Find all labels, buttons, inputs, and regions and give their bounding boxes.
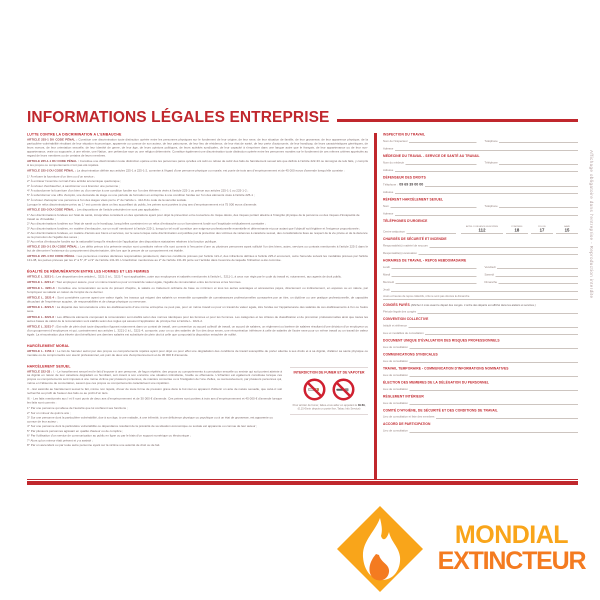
field-row: [383, 359, 578, 363]
form-field: [383, 160, 477, 164]
list-item: 1° Aux discriminations fondées sur l'état de santé, lorsqu'elles consistent en des opérations ayant pour objet la prévention et la couverture du risque décès, des risques portant atteinte à l'intégrité physique de la personne ou des risques d'incapacité de travail ou d'invalidité ;: [27, 214, 360, 221]
section-heading: ÉLECTION DES MEMBRES DE LA DÉLÉGATION DU PERSONNEL: [383, 380, 489, 385]
field-line: [395, 280, 476, 284]
form-section: [383, 409, 578, 419]
field-label: Téléphone: [484, 139, 498, 143]
paragraph: ARTICLE 225-2 DU CODE PÉNAL : La discrimination définie aux articles 225-1 à 225-1-2, commise à l'égard d'une personne physique ou morale, est punie de trois ans d'emprisonnement et de 45 000 euros d'amende lorsqu'elle consiste :: [27, 169, 345, 173]
field-note: Jours et heures de repos collectifs, s'ils ne sont pas donnés le dimanche: [383, 295, 578, 300]
left-section: [27, 344, 368, 357]
article-lead: ARTICLE 225-3 DU CODE PÉNAL :: [27, 208, 77, 212]
emergency-number: [506, 225, 528, 233]
list-item: 4° Sur une personne dont la particulière vulnérabilité ou dépendance résultant de la précarité de sa situation économique ou sociale est apparente ou connue de leur auteur ;: [27, 425, 258, 429]
section-heading: COMITÉ D'HYGIÈNE, DE SÉCURITÉ ET DES CONDITIONS DE TRAVAIL: [383, 408, 498, 413]
field-label: Responsable(s) évacuation: [383, 252, 417, 256]
section-heading: ÉGALITÉ DE RÉMUNÉRATION ENTRE LES HOMMES ET LES FEMMES: [27, 269, 150, 274]
section-heading: HARCÈLEMENT MORAL: [27, 344, 70, 348]
no-smoking-icon: [303, 377, 327, 401]
field-row: [383, 373, 578, 377]
section-heading: RÈGLEMENT INTÉRIEUR: [383, 394, 424, 399]
emergency-row: [383, 225, 578, 233]
form-section: [383, 381, 578, 391]
field-row: [383, 280, 578, 284]
right-column-inner: [383, 133, 578, 433]
field-label: Nom du médecin: [383, 161, 405, 165]
smoking-box-heading: INTERDICTION DE FUMER ET DE VAPOTER: [293, 370, 365, 375]
form-section: [383, 395, 578, 405]
paragraph: ARTICLE L. 1152-1 : Le fait de harceler autrui par des propos ou comportements répétés ayant pour objet ou pour effet une dégradation des conditions de travail susceptible de porter atteinte à ses droits et à sa dignité, d'altérer sa santé physique ou mentale ou de compromettre son avenir professionnel, est puni de deux ans d'emprisonnement et de 30 000 € d'amende.: [27, 349, 368, 357]
article-lead: ARTICLE L. 3221-5 :: [27, 306, 57, 310]
edge-note: Affichage obligatoire dans l'entreprise - Reproduction interdite: [589, 150, 594, 299]
brand-name: [433, 520, 590, 575]
form-field: [383, 190, 578, 194]
section-heading: CONVENTION COLLECTIVE: [383, 317, 429, 322]
list-item: 1° Par une personne qui abuse de l'autorité que lui confèrent ses fonctions ;: [27, 407, 128, 411]
form-field: [383, 251, 578, 255]
emergency-value: 15: [564, 227, 570, 233]
section-heading: TÉLÉPHONES D'URGENCE: [383, 219, 428, 223]
emergency-value: 112: [478, 227, 486, 233]
field-label: Lieu de consultation: [383, 345, 408, 349]
form-section: [383, 259, 578, 299]
list-item: Lorsque le refus discriminatoire prévu au 1° est commis dans un lieu accueillant du public, les peines sont portées à cinq ans d'emprisonnement et à 75 000 euros d'amende.: [27, 203, 258, 207]
list-item: 2° Aux discriminations fondées sur l'état de santé ou le handicap, lorsqu'elles consistent en un refus d'embauche ou un licenciement fondé sur l'inaptitude médicalement constatée ;: [27, 222, 266, 226]
list-item: 1° À refuser la fourniture d'un bien ou d'un service ;: [27, 175, 96, 179]
section-heading: COMMUNICATIONS SYNDICALES: [383, 352, 438, 357]
field-line: [409, 401, 578, 405]
list-item: 3° Sur une personne dont la particulière vulnérabilité, due à son âge, à une maladie, à une infirmité, à une déficience physique ou psychique ou à un état de grossesse, est apparente ou connue de leur auteur ;: [27, 416, 273, 424]
form-field: [485, 265, 579, 269]
list-item: 4° Aux discriminations fondées, en matière d'accès aux biens et services, sur le sexe lorsque cette discrimination est justifiée par la protection des victimes de violences à caractère sexuel, des considérations liées au respect de la vie privée et de la décence ou la promotion de l'égalité des sexes ;: [27, 232, 368, 240]
field-label: Adresse: [383, 190, 394, 194]
emergency-value: 17: [539, 227, 545, 233]
list-item: 3° Aux discriminations fondées, en matière d'embauche, sur un motif mentionné à l'article 225-1, lorsqu'un tel motif constitue une exigence professionnelle essentielle et déterminante et pour autant que l'objectif soit légitime et l'exigence proportionnée ;: [27, 227, 361, 231]
field-row: [383, 429, 578, 433]
section-heading: DÉFENSEUR DES DROITS: [383, 175, 426, 180]
list-item: 6° À refuser d'accepter une personne à l'un des stages visés par le 2° de l'article L. 412-8 du code de la sécurité sociale.: [27, 198, 187, 202]
bottom-rule: [27, 479, 578, 485]
field-row: [383, 310, 578, 314]
field-line: [392, 273, 477, 277]
field-row: [383, 182, 578, 187]
field-row: [383, 211, 578, 215]
right-column: [383, 133, 578, 479]
field-label: Lieu de consultation et liste des membres: [383, 415, 435, 419]
field-label: Adresse: [383, 168, 394, 172]
section-heading: CONGÉS PAYÉS (Afficher 2 mois avant le départ des congés. L'ordre des départs est affiché dans les ateliers et services.): [383, 303, 536, 308]
field-label: Lieu de consultation: [383, 387, 408, 391]
paragraph: ARTICLE 225-3 DU CODE PÉNAL : Les dispositions de l'article précédent ne sont pas applicables :: [27, 208, 161, 212]
field-line: [391, 265, 476, 269]
emergency-number: [531, 225, 553, 233]
field-line: [406, 230, 456, 234]
brand-logo: [336, 501, 590, 596]
field-label: Lieu de consultation: [383, 359, 408, 363]
field-label: Adresse: [383, 212, 394, 216]
field-row: [383, 168, 578, 172]
form-section: [383, 219, 578, 233]
form-field: [383, 288, 578, 292]
field-row: [383, 190, 578, 194]
form-field: [485, 204, 579, 208]
form-field: [383, 182, 578, 187]
field-label: Lieu de consultation: [383, 429, 408, 433]
field-label: Mercredi: [383, 281, 394, 285]
form-field: [485, 139, 579, 143]
list-item: 2° À entraver l'exercice normal d'une activité économique quelconque ;: [27, 180, 122, 184]
field-row: [383, 146, 578, 150]
brand-line-1: MONDIAL: [454, 520, 569, 549]
field-line: [499, 280, 578, 284]
list-item: 5° À subordonner une offre d'emploi, une demande de stage ou une période de formation en entreprise à une condition fondée sur l'un des éléments visés à l'article 225-1 ;: [27, 194, 255, 198]
field-line: [390, 204, 476, 208]
left-section: [27, 365, 368, 448]
column-divider: [374, 133, 377, 479]
form-section: [383, 198, 578, 215]
form-field: [383, 331, 578, 335]
field-row: [383, 401, 578, 405]
list-item: 7° Alors qu'un mineur était présent et y a assisté ;: [27, 439, 93, 443]
emergency-number: [461, 225, 503, 233]
form-field: [383, 359, 578, 363]
form-field: [383, 244, 578, 248]
section-heading: HARCÈLEMENT SEXUEL: [27, 364, 71, 369]
field-line: [395, 168, 578, 172]
form-field: [383, 415, 578, 419]
section-heading: ACCORD DE PARTICIPATION: [383, 422, 431, 427]
form-field: [383, 387, 578, 391]
field-label: Nom: [383, 204, 389, 208]
paragraph: III. - Les faits mentionnés aux I et II sont punis de deux ans d'emprisonnement et de 30 000 € d'amende. Ces peines sont portées à trois ans d'emprisonnement et 45 000 € d'amende lorsque les faits sont commis :: [27, 397, 282, 405]
section-heading: MÉDECINE DU TRAVAIL - SERVICE DE SANTÉ AU TRAVAIL: [383, 154, 480, 158]
field-line: [425, 331, 578, 335]
field-line: [436, 415, 578, 419]
page-title: INFORMATIONS LÉGALES ENTREPRISE: [27, 109, 330, 126]
field-value: 09 69 39 00 00: [399, 181, 424, 187]
field-line: [409, 345, 578, 349]
form-field: [383, 230, 456, 234]
field-label: Lieu de consultation: [383, 401, 408, 405]
form-field: [485, 160, 579, 164]
paragraph: II. - Est assimilé au harcèlement sexuel le fait, même non répété, d'user de toute forme de pression grave dans le but réel ou apparent d'obtenir un acte de nature sexuelle, que celui-ci soit recherché au profit de l'auteur des faits ou au profit d'un tiers.: [27, 387, 282, 395]
form-section: [383, 423, 578, 433]
form-section: [383, 367, 578, 377]
field-line: [499, 204, 578, 208]
form-field: [383, 139, 477, 143]
field-line: [395, 146, 578, 150]
article-lead: ARTICLE 222-33 :: [27, 370, 53, 374]
article-lead: ARTICLE L. 3221-3 :: [27, 286, 58, 290]
field-line: [409, 387, 578, 391]
field-label: Responsable(s) matériel de secours: [383, 244, 428, 248]
field-row: [383, 139, 578, 143]
left-column-inner: [27, 133, 368, 448]
field-row: [383, 387, 578, 391]
field-row: [383, 273, 578, 277]
left-column: [27, 133, 368, 479]
section-heading: INSPECTION DU TRAVAIL: [383, 133, 426, 137]
form-field: [383, 273, 477, 277]
field-label: Samedi: [484, 273, 494, 277]
field-row: [383, 244, 578, 248]
title-rule: [337, 119, 579, 122]
field-row: [383, 251, 578, 255]
field-line: [409, 359, 578, 363]
field-line: [499, 139, 578, 143]
field-row: [383, 160, 578, 164]
field-row: [383, 288, 578, 292]
field-line: [406, 160, 477, 164]
field-label: Centre antipoison: [383, 230, 405, 234]
field-label: Mardi: [383, 273, 390, 277]
field-line: [409, 373, 578, 377]
left-section: [27, 270, 368, 337]
paragraph: ARTICLE L. 3221-3 : Constitue une rémunération au sens du présent chapitre, le salaire ou traitement ordinaire de base ou minimum et tous les autres avantages et accessoires payés, directement ou indirectement, en espèces ou en nature, par l'employeur au salarié en raison de l'emploi de ce dernier.: [27, 286, 368, 294]
list-item: 5° Aux refus d'embauche fondés sur la nationalité lorsqu'ils résultent de l'application des dispositions statutaires relatives à la fonction publique.: [27, 240, 218, 244]
emergency-numbers: [461, 225, 578, 233]
paragraph: ARTICLE 225-1 DU CODE PÉNAL : Constitue une discrimination toute distinction opérée entre les personnes physiques sur le fondement de leur origine, de leur sexe, de leur situation de famille, de leur grossesse, de leur apparence physique, de la particulière vulnérabilité résultant de leur situation économique, apparente ou connue de son auteur, de leur patronyme, de leur lieu de résidence, de leur état de santé, de leur perte d'autonomie, de leur handicap, de leurs caractéristiques génétiques, de leurs mœurs, de leur orientation sexuelle, de leur identité de genre, de leur âge, de leurs opinions politiques, de leurs activités syndicales, de leur capacité à s'exprimer dans une langue autre que le français, de leur appartenance ou de leur non-appartenance, vraie ou supposée, à une ethnie, une Nation, une prétendue race ou une religion déterminée. Constitue également une discrimination toute distinction opérée entre les personnes morales sur le fondement de ces mêmes critères appréciés au regard de leurs membres ou de certains de leurs membres.: [27, 138, 368, 158]
field-line: [409, 139, 476, 143]
section-heading: RÉFÉRENT HARCÈLEMENT SEXUEL: [383, 197, 444, 202]
paragraph: ARTICLE L. 3221-1 : Les dispositions des articles L. 3221-2 à L. 3221-7 sont applicables, outre aux employeurs et salariés mentionnés à l'article L. 3211-1, à ceux non régis par le code du travail et, notamment, aux agents de droit public.: [27, 275, 342, 279]
form-field: [383, 211, 578, 215]
field-label: Lieu de consultation: [383, 373, 408, 377]
form-field: [383, 401, 578, 405]
form-field: [383, 204, 477, 208]
field-label: Lieu et modalités de consultation: [383, 331, 424, 335]
form-field: [485, 280, 579, 284]
field-label: Dimanche: [484, 281, 498, 285]
form-section: [383, 339, 578, 349]
list-item: 5° Par plusieurs personnes agissant en qualité d'auteur ou de complice ;: [27, 429, 124, 433]
field-line: [425, 182, 578, 186]
brand-line-2: EXTINCTEUR: [437, 546, 586, 575]
form-field: [383, 146, 578, 150]
section-heading: TRAVAIL TEMPORAIRE - COMMUNICATION D'INFORMATIONS NOMINATIVES: [383, 366, 509, 371]
field-line: [409, 429, 578, 433]
emergency-label: POLICE: [538, 224, 546, 228]
article-lead: ARTICLE L. 3221-6 :: [27, 315, 57, 319]
field-row: [383, 204, 578, 208]
paragraph: ARTICLE L. 3221-4 : Sont considérés comme ayant une valeur égale, les travaux qui exigent des salariés un ensemble comparable de connaissances professionnelles consacrées par un titre, un diplôme ou une pratique professionnelle, de capacités découlant de l'expérience acquise, de responsabilités et de charge physique ou nerveuse.: [27, 296, 368, 304]
form-field: [383, 345, 578, 349]
section-heading: CHARGÉS DE SÉCURITÉ ET INCENDIE: [383, 237, 447, 242]
form-section: [383, 176, 578, 194]
article-lead: ARTICLE L. 3221-1 :: [27, 275, 57, 279]
field-line: [417, 310, 578, 314]
field-line: [418, 251, 578, 255]
list-item: 6° Par l'utilisation d'un service de communication au public en ligne ou par le biais d'un support numérique ou électronique ;: [27, 434, 191, 438]
field-label: Téléphone: [484, 161, 498, 165]
form-field: [383, 168, 578, 172]
paragraph: ARTICLE 225-3-1 DU CODE PÉNAL : Les délits prévus à la présente section sont constitués même s'ils sont commis à l'encontre d'une ou plusieurs personnes ayant sollicité l'un des biens, actes, services ou contrats mentionnés à l'article 225-2 dans le but de démontrer l'existence du comportement discriminatoire, dès lors que la preuve de ce comportement est établie.: [27, 245, 368, 253]
field-label: Adresse: [383, 147, 394, 151]
paragraph: ARTICLE L. 3221-5 : La disparité des rémunérations entre les établissements d'une même entreprise ne peut pas, pour un même travail ou pour un travail de valeur égale, être fondée sur l'appartenance des salariés de ces établissements à l'un ou l'autre sexe.: [27, 306, 368, 314]
form-field: [383, 265, 477, 269]
field-label: Intitulé et référence: [383, 324, 407, 328]
form-field: [383, 280, 477, 284]
flame-diamond-icon: [336, 505, 424, 593]
article-lead: ARTICLE 225-2 DU CODE PÉNAL :: [27, 169, 77, 173]
field-line: [395, 211, 578, 215]
field-line: [499, 160, 578, 164]
article-lead: ARTICLE L. 3221-7 :: [27, 325, 57, 329]
emergency-value: 18: [514, 227, 520, 233]
bottom-rule-thick: [27, 481, 578, 485]
section-heading: LUTTE CONTRE LA DISCRIMINATION À L'EMBAUCHE: [27, 133, 122, 137]
smoking-help-phone: 39 89,: [357, 403, 366, 407]
field-line: [497, 265, 578, 269]
field-line: [391, 288, 578, 292]
smoking-box-caption: Pour arrêter de fumer, faites-vous aider en appelant le 39 89, (0,15 €/min depuis un poste fixe, Tabac Info Service): [292, 403, 366, 411]
field-label: Jeudi: [383, 288, 390, 292]
field-row: [383, 331, 578, 335]
form-field: [383, 373, 578, 377]
form-section: [383, 318, 578, 335]
form-field: [383, 323, 578, 327]
article-lead: ARTICLE 225-3-1 DU CODE PÉNAL :: [27, 245, 81, 249]
form-section: [383, 238, 578, 255]
paragraph: ARTICLE L. 3221-2 : Tout employeur assure, pour un même travail ou pour un travail de valeur égale, l'égalité de rémunération entre les femmes et les hommes.: [27, 281, 242, 285]
smoking-box-signs: [291, 377, 367, 401]
field-label: Téléphone :: [383, 183, 398, 187]
form-section: [383, 304, 578, 314]
list-item: 4° À subordonner la fourniture d'un bien ou d'un service à une condition fondée sur l'un des éléments visés à l'article 225-1 ou prévue aux articles 225-1-1 ou 225-1-2 ;: [27, 189, 249, 193]
emergency-label: APPEL D'URGENCE EUROPÉEN: [466, 224, 498, 228]
form-section: [383, 154, 578, 171]
section-heading: HORAIRES DE TRAVAIL - REPOS HEBDOMADAIRE: [383, 259, 467, 263]
field-line: [495, 273, 578, 277]
field-label: Téléphone: [484, 204, 498, 208]
emergency-label: POMPIERS: [511, 224, 523, 228]
paragraph: ARTICLE L. 3221-6 : Les différents éléments composant la rémunération sont établis selon des normes identiques pour les femmes et pour les hommes. Les catégories et les critères de classification et de promotion professionnelles ainsi que toutes les autres bases de calcul de la rémunération sont établis selon des règles qui assurent l'application du principe fixé à l'article L. 3221-2.: [27, 315, 368, 323]
field-row: [383, 415, 578, 419]
form-field: [485, 273, 579, 277]
article-lead: ARTICLE 225-1 DU CODE PÉNAL :: [27, 138, 79, 142]
paragraph: ARTICLE L. 3221-7 : Est nulle de plein droit toute disposition figurant notamment dans un contrat de travail, une convention ou accord collectif de travail, un accord de salaires, un règlement ou barème de salaires résultant d'une décision d'un employeur ou d'un groupement d'employeurs et qui, contrairement aux articles L. 3221-2 à L. 3221-4, comporte, pour un ou des salariés de l'un des deux sexes, une rémunération inférieure à celle de salariés de l'autre sexe pour un même travail ou un travail de valeur égale. La rémunération plus élevée dont bénéficient ces derniers salariés est substituée de plein droit à celle que comportait la disposition entachée de nullité.: [27, 325, 368, 337]
article-lead: ARTICLE L. 3221-4 :: [27, 296, 58, 300]
paragraph: ARTICLE 225-1-1 DU CODE PÉNAL : Constitue une discrimination toute distinction opérée entre les personnes parce qu'elles ont subi ou refusé de subir des faits de harcèlement sexuel tels que définis à l'article 222-33 ou témoigné de tels faits, y compris si les propos ou comportements n'ont pas été répétés.: [27, 160, 368, 167]
article-lead: ARTICLE 225-1-1 DU CODE PÉNAL :: [27, 160, 80, 164]
field-label: Vendredi: [484, 266, 496, 270]
form-field: [383, 429, 578, 433]
section-heading: DOCUMENT UNIQUE D'ÉVALUATION DES RISQUES PROFESSIONNELS: [383, 338, 500, 343]
form-section: [383, 133, 578, 150]
list-item: 3° À refuser d'embaucher, à sanctionner ou à licencier une personne ;: [27, 184, 120, 188]
emergency-number: [556, 225, 578, 233]
field-label: Période légale des congés: [383, 310, 416, 314]
form-field: [383, 310, 578, 314]
field-label: Nom de l'inspecteur: [383, 139, 408, 143]
field-label: Lundi: [383, 266, 390, 270]
field-line: [429, 244, 578, 248]
field-line: [395, 190, 578, 194]
smoking-box: [290, 367, 368, 415]
field-line: [408, 323, 578, 327]
field-row: [383, 345, 578, 349]
field-row: [383, 323, 578, 327]
emergency-label: SAMU: [563, 224, 571, 228]
article-lead: ARTICLE 225-4 DU CODE PÉNAL :: [27, 255, 78, 259]
list-item: 8° Par un ascendant ou par toute autre personne ayant sur la victime une autorité de droit ou de fait.: [27, 444, 161, 448]
list-item: 2° Sur un mineur de quinze ans ;: [27, 411, 71, 415]
field-row: [383, 265, 578, 269]
left-section: [27, 133, 368, 263]
paragraph: ARTICLE 225-4 DU CODE PÉNAL : Les personnes morales déclarées responsables pénalement, dans les conditions prévues par l'article 121-2, des infractions définies à l'article 225-2 encourent, outre l'amende suivant les modalités prévues par l'article 131-38, les peines prévues par les 2° à 5°, 8° et 9° de l'article 131-39. L'interdiction mentionnée au 2° de l'article 131-39 porte sur l'activité dans l'exercice de laquelle l'infraction a été commise.: [27, 255, 368, 263]
article-lead: ARTICLE L. 1152-1 :: [27, 349, 58, 353]
poster-header: [27, 109, 578, 127]
section-heading-note: (Afficher 2 mois avant le départ des congés. L'ordre des départs est affiché dans les ateliers et services.): [410, 304, 536, 308]
article-lead: ARTICLE L. 3221-2 :: [27, 281, 57, 285]
form-section: [383, 353, 578, 363]
paragraph: ARTICLE 222-33 : I. - Le harcèlement sexuel est le fait d'imposer à une personne, de façon répétée, des propos ou comportements à connotation sexuelle ou sexiste qui soit portent atteinte à sa dignité en raison de leur caractère dégradant ou humiliant, soit créent à son encontre une situation intimidante, hostile ou offensante. L'infraction est également constituée lorsque ces propos ou comportements sont imposés à une même victime par plusieurs personnes, de manière concertée ou à l'instigation de l'une d'elles, ou successivement, par plusieurs personnes qui, même en l'absence de concertation, savent que ces propos ou comportements caractérisent une répétition.: [27, 370, 282, 386]
no-vaping-icon: [332, 377, 356, 401]
